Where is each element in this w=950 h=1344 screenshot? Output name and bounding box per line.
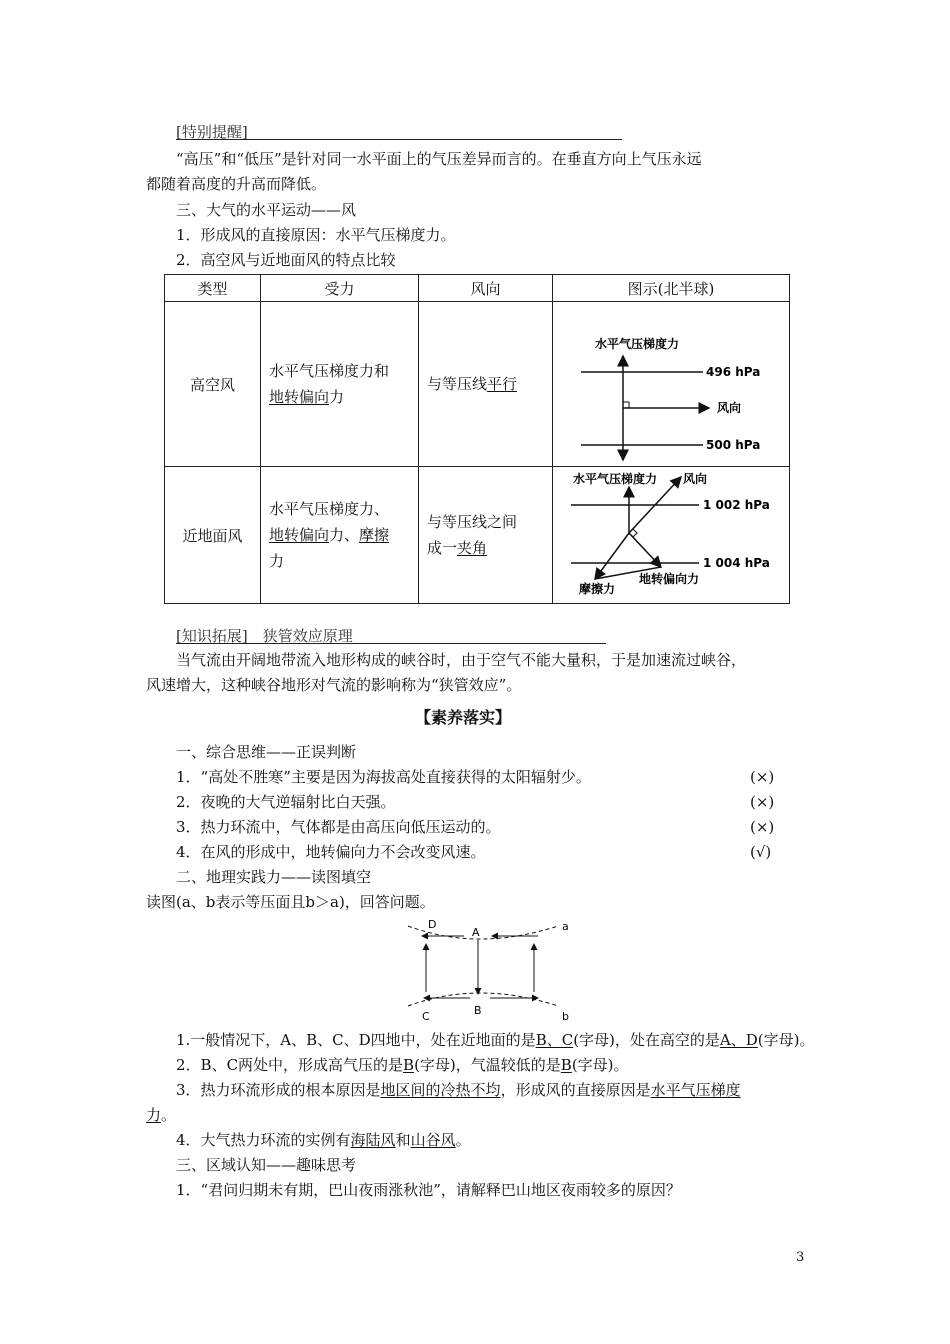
surface-friction-label: 摩擦力 <box>579 582 616 596</box>
row1-type: 高空风 <box>165 302 261 467</box>
judgment-item-4: 4．在风的形成中，地转偏向力不会改变风速。 <box>176 843 486 861</box>
part2-q3-cont <box>146 1105 176 1125</box>
part2-q1 <box>176 1030 815 1050</box>
q4-pre: 4．大气热力环流的实例有 <box>176 1131 351 1149</box>
part2-heading: 二、地理实践力——读图填空 <box>176 868 372 886</box>
row2-diagram-cell <box>553 467 790 604</box>
surface-p2-label: 1 004 hPa <box>703 556 770 570</box>
reminder-line2: 都随着高度的升高而降低。 <box>146 175 327 193</box>
q3-answer2a: 水平气压梯度 <box>650 1081 741 1099</box>
q3-post: 。 <box>161 1106 177 1124</box>
row2-force-a: 水平气压梯度力、 <box>269 500 390 518</box>
extension-line1: 当气流由开阔地带流入地形构成的峡谷时，由于空气不能大量积，于是加速流过峡谷， <box>176 651 747 669</box>
row2-force <box>261 467 419 604</box>
surface-friction-arrow <box>595 533 629 579</box>
q4-answer1: 海陆风 <box>350 1131 396 1149</box>
extension-tag: [知识拓展] 狭管效应原理 <box>176 627 353 645</box>
q1-post: (字母)。 <box>757 1031 815 1049</box>
page-number: 3 <box>796 1250 805 1265</box>
row2-dir-a: 与等压线之间 <box>427 513 518 531</box>
row2-force-c: 力 <box>269 552 285 570</box>
section3-item2: 2．高空风与近地面风的特点比较 <box>176 251 396 269</box>
thermal-circulation-diagram <box>398 916 584 1026</box>
surface-pgf-label: 水平气压梯度力 <box>573 472 658 486</box>
isobar-surface-b <box>408 993 558 1006</box>
q4-post: 。 <box>455 1131 471 1149</box>
table-header-row <box>165 275 790 302</box>
q2-answer2: B <box>560 1056 572 1074</box>
q2-post: (字母)。 <box>571 1056 629 1074</box>
row2-dir-b-underlined: 夹角 <box>457 539 488 557</box>
q3-answer2b: 力 <box>146 1106 162 1124</box>
row1-force-b-rest: 力 <box>329 388 345 406</box>
wind-comparison-table <box>164 274 790 604</box>
judgment-item-3: 3．热力环流中，气体都是由高压向低压运动的。 <box>176 818 501 836</box>
q2-pre: 2．B、C两处中，形成高气压的是 <box>176 1056 404 1074</box>
row1-direction <box>419 302 553 467</box>
upper-wind-diagram <box>553 302 789 462</box>
part2-q3 <box>176 1080 741 1100</box>
part3-q1: 1．“君问归期未有期，巴山夜雨涨秋池”，请解释巴山地区夜雨较多的原因？ <box>176 1181 681 1199</box>
section3-item1: 1．形成风的直接原因：水平气压梯度力。 <box>176 226 456 244</box>
row2-type: 近地面风 <box>165 467 261 604</box>
row1-force-a: 水平气压梯度力和 <box>269 362 390 380</box>
table-row <box>165 467 790 604</box>
upper-pgf-label: 水平气压梯度力 <box>595 337 680 351</box>
part2-q4 <box>176 1130 471 1150</box>
row2-dir-b: 成一 <box>427 539 458 557</box>
upper-p1-label: 496 hPa <box>706 365 761 379</box>
upper-wind-label: 风向 <box>717 401 742 415</box>
row1-dir-b-underlined: 平行 <box>487 375 518 393</box>
q3-mid: ，形成风的直接原因是 <box>500 1081 651 1099</box>
part3-heading: 三、区域认知——趣味思考 <box>176 1156 357 1174</box>
part2-q2 <box>176 1055 629 1075</box>
label-D: D <box>428 918 437 931</box>
q4-answer2: 山谷风 <box>410 1131 456 1149</box>
table-row <box>165 302 790 467</box>
q1-mid: (字母)，处在高空的是 <box>573 1031 720 1049</box>
header-type: 类型 <box>165 275 261 302</box>
part2-intro: 读图(a、b表示等压面且b＞a)，回答问题。 <box>146 893 435 911</box>
label-A: A <box>472 926 480 939</box>
q2-mid: (字母)，气温较低的是 <box>414 1056 561 1074</box>
row2-force-b-underlined: 地转偏向 <box>269 526 330 544</box>
row2-direction <box>419 467 553 604</box>
part1-heading: 一、综合思维——正误判断 <box>176 743 357 761</box>
surface-coriolis-label: 地转偏向力 <box>639 572 700 586</box>
header-direction: 风向 <box>419 275 553 302</box>
judgment-mark-4: (√) <box>750 843 772 861</box>
judgment-mark-3: (×) <box>750 818 775 836</box>
label-a: a <box>562 920 569 933</box>
label-C: C <box>422 1010 430 1023</box>
upper-right-angle <box>623 402 629 408</box>
judgment-mark-2: (×) <box>750 793 775 811</box>
surface-right-angle <box>629 529 637 537</box>
row1-force-b-underlined: 地转偏向 <box>269 388 330 406</box>
judgment-mark-1: (×) <box>750 768 775 786</box>
q3-pre: 3．热力环流形成的根本原因是 <box>176 1081 381 1099</box>
q1-answer1: B、C <box>535 1031 574 1049</box>
reminder-tag: [特别提醒] <box>176 123 248 141</box>
surface-p1-label: 1 002 hPa <box>703 498 770 512</box>
reminder-rule <box>176 139 622 140</box>
surface-coriolis-arrow <box>629 533 661 567</box>
q2-answer1: B <box>403 1056 415 1074</box>
row1-dir-a: 与等压线 <box>427 375 488 393</box>
label-B: B <box>474 1004 482 1017</box>
row1-diagram-cell <box>553 302 790 467</box>
practice-title: 【素养落实】 <box>415 708 512 727</box>
surface-wind-label: 风向 <box>683 472 708 486</box>
row2-force-b-underlined2: 摩擦 <box>359 526 390 544</box>
section3-heading: 三、大气的水平运动——风 <box>176 201 357 219</box>
q1-answer2: A、D <box>719 1031 758 1049</box>
reminder-line1: “高压”和“低压”是针对同一水平面上的气压差异而言的。在垂直方向上气压永远 <box>176 150 702 168</box>
upper-p2-label: 500 hPa <box>706 438 761 452</box>
q1-pre: 1.一般情况下，A、B、C、D四地中，处在近地面的是 <box>176 1031 536 1049</box>
header-force: 受力 <box>261 275 419 302</box>
extension-rule <box>176 643 606 644</box>
extension-line2: 风速增大，这种峡谷地形对气流的影响称为“狭管效应”。 <box>146 676 522 694</box>
q4-mid: 和 <box>395 1131 411 1149</box>
judgment-item-1: 1．“高处不胜寒”主要是因为海拔高处直接获得的太阳辐射少。 <box>176 768 591 786</box>
row2-force-b-mid: 力、 <box>329 526 360 544</box>
surface-wind-diagram <box>553 467 789 599</box>
q3-answer1: 地区间的冷热不均 <box>380 1081 501 1099</box>
label-b: b <box>562 1010 569 1023</box>
header-diagram: 图示(北半球) <box>553 275 790 302</box>
row1-force <box>261 302 419 467</box>
judgment-item-2: 2．夜晚的大气逆辐射比白天强。 <box>176 793 396 811</box>
